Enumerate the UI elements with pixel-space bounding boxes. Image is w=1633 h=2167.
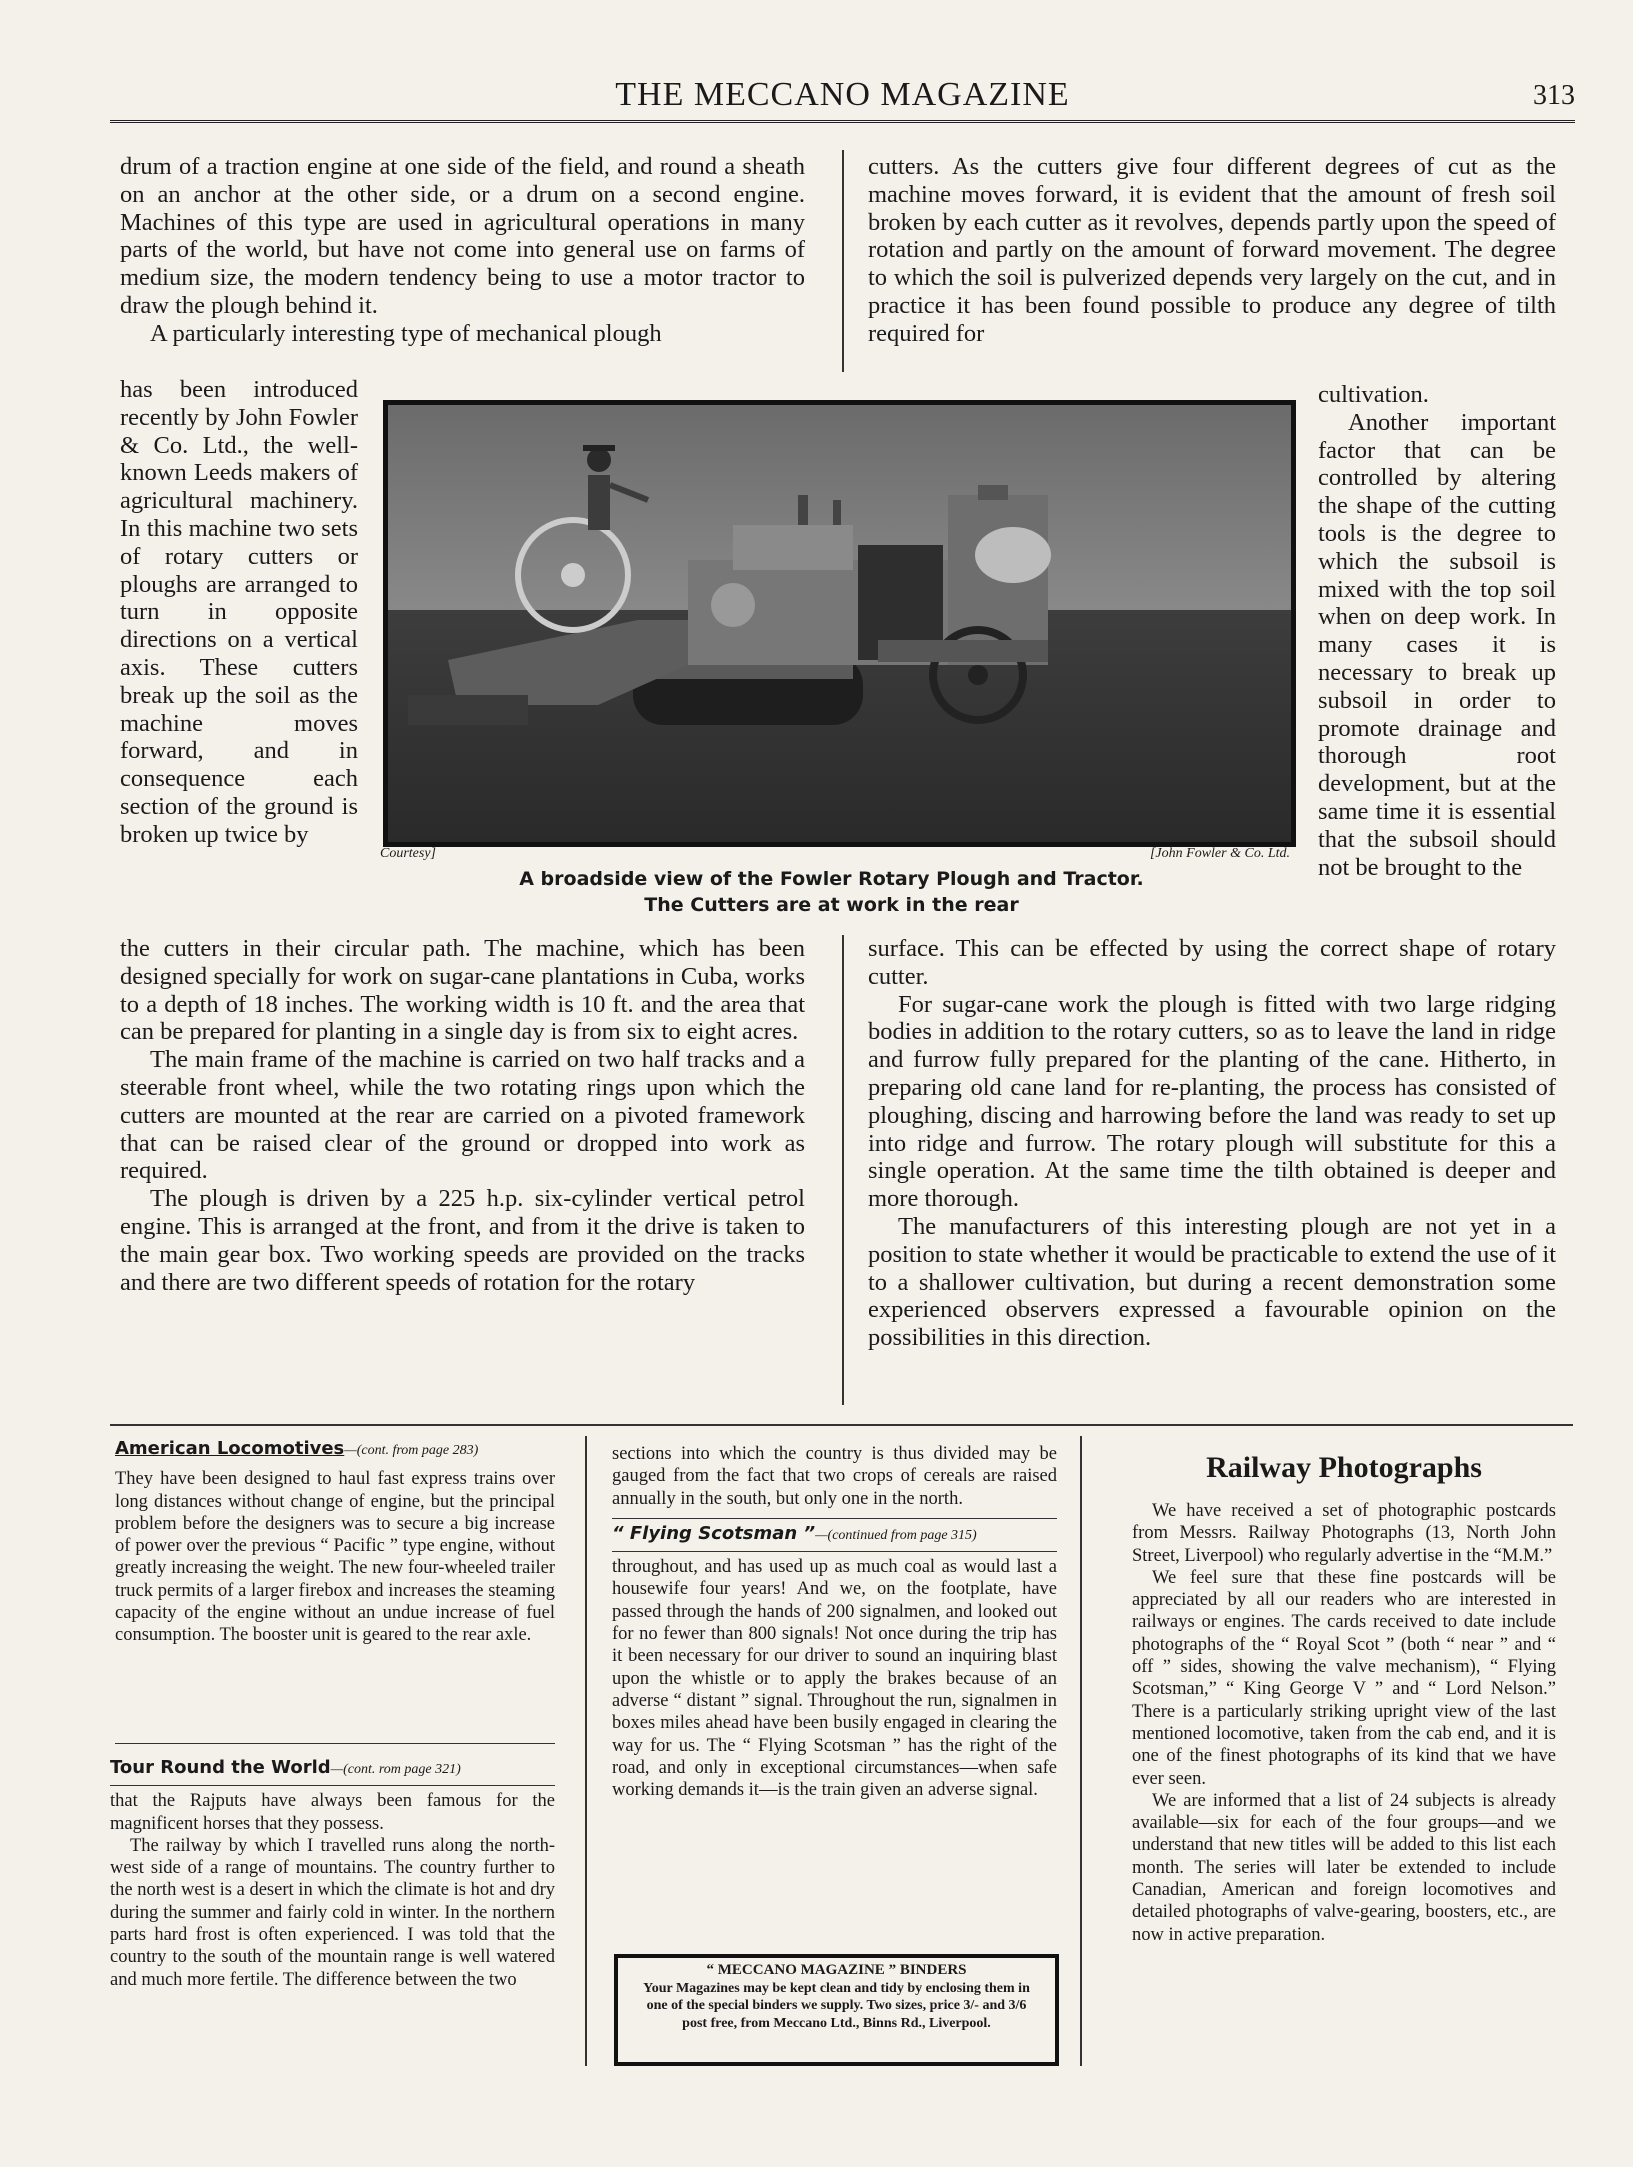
article-left-bottom (120, 935, 805, 1296)
paragraph: has been introduced recently by John Fowler & Co. Ltd., the well-known Leeds makers of agricultural machinery. In this machine two sets of rotary cutters or ploughs are arranged to turn in opposite directions on a vertical axis. These cutters break up the soil as the machine moves forward, and in consequence each section of the ground is broken up twice by (120, 376, 358, 848)
paragraph: The main frame of the machine is carried on two half tracks and a steerable front wheel, while the two rotating rings upon which the cutters are mounted at the rear are carried on a pivoted framework that can be raised clear of the ground or dropped into work as required. (120, 1046, 805, 1185)
notice-text: Your Magazines may be kept clean and tidy by enclosing them in one of the special binders we supply. Two sizes, price 3/- and 3/6 post free, from Meccano Ltd., Binns Rd., Liverpool. (643, 1980, 1030, 2031)
binders-notice (614, 1954, 1059, 2066)
article-left-wrap (120, 376, 358, 849)
caption-line: A broadside view of the Fowler Rotary Plough and Tractor. (519, 868, 1144, 890)
section-heading (115, 1438, 555, 1462)
paragraph: They have been designed to haul fast express trains over long distances without change of engine, but the principal problem before the designers was to secure a big increase of power over the previous “ Pacific ” type engine, without greatly increasing the weight. The new four-wheeled trailer truck permits of a larger firebox and increases the steaming capacity of the engine without an undue increase of fuel consumption. The booster unit is geared to the rear axle. (115, 1469, 555, 1646)
column-divider-top (842, 150, 844, 372)
section-rule (110, 1785, 555, 1786)
article-left-top (120, 153, 805, 348)
paragraph: surface. This can be effected by using the correct shape of rotary cutter. (868, 935, 1556, 990)
photo-caption (380, 866, 1283, 918)
section-title: Railway Photographs (1206, 1451, 1482, 1484)
magazine-title: THE MECCANO MAGAZINE (615, 76, 1070, 113)
bottom-column-divider (1080, 1436, 1082, 2066)
section-title: Tour Round the World (110, 1757, 331, 1778)
tractor-illustration (388, 405, 1291, 842)
paragraph: cutters. As the cutters give four different degrees of cut as the machine moves forward, it is evident that the amount of fresh soil broken by each cutter as it revolves, depends partly upon the speed of rotation and partly on the amount of forward movement. The degree to which the soil is pulverized depends very largely on the cut, and in practice it has been found possible to produce any degree of tilth required for (868, 153, 1556, 347)
continuation-note: —(cont. rom page 321) (330, 1762, 461, 1777)
section-divider (110, 1424, 1573, 1426)
middle-column (612, 1443, 1057, 1801)
tour-section (110, 1757, 555, 1991)
paragraph: A particularly interesting type of mechanical plough (150, 319, 662, 347)
article-right-top (868, 153, 1556, 348)
photo-credit-right: [John Fowler & Co. Ltd. (1149, 846, 1290, 861)
paragraph: We have received a set of photographic postcards from Messrs. Railway Photographs (13, North John Street, Liverpool) who regularly advertise in the “M.M.” (1132, 1501, 1556, 1566)
american-locomotives-section (115, 1438, 555, 1647)
paragraph: For sugar-cane work the plough is fitted with two large ridging bodies in addition to the rotary cutters, so as to leave the land in ridge and furrow fully prepared for the planting of the cane. Hitherto, in preparing old cane land for re-planting, the process has consisted of ploughing, discing and harrowing before the land was ready to set up into ridge and furrow. The rotary plough will substitute for this a single operation. At the same time the tilth obtained is deeper and more thorough. (868, 990, 1556, 1213)
bottom-column-divider (585, 1436, 587, 2066)
paragraph: The plough is driven by a 225 h.p. six-cylinder vertical petrol engine. This is arranged at the front, and from it the drive is taken to the main gear box. Two working speeds are provided on the tracks and there are two different speeds of rotation for the rotary (120, 1185, 805, 1296)
notice-title: “ MECCANO MAGAZINE ” BINDERS (706, 1962, 967, 1978)
page-header (110, 70, 1575, 123)
paragraph: that the Rajputs have always been famous for the magnificent horses that they possess. (110, 1791, 555, 1834)
section-heading (612, 1518, 1057, 1552)
tractor-photo (383, 400, 1296, 847)
page-number: 313 (1533, 80, 1575, 111)
paragraph: throughout, and has used up as much coal as would last a housewife four years! And we, on the footplate, have passed through the hands of 200 signalmen, and looked out for no fewer than 800 signals! Not once during the trip has it been necessary for our driver to sound an inquiring blast upon the whistle or to apply the brakes because of an adverse “ distant ” signal. Throughout the run, signalmen in boxes miles ahead have been busily engaged in clearing the way for us. The “ Flying Scotsman ” has the right of the road, and only in exceptional circumstances—when safe working demands it—is the train given an adverse signal. (612, 1557, 1057, 1801)
railway-photographs-section (1132, 1450, 1556, 1946)
paragraph: drum of a traction engine at one side of the field, and round a sheath on an anchor at the other side, or a drum on a second engine. Machines of this type are used in agricultural operations in many parts of the world, but have not come into general use on farms of medium size, the modern tendency being to use a motor tractor to draw the plough behind it. (120, 153, 805, 319)
continuation-note: —(cont. from page 283) (344, 1443, 479, 1458)
paragraph: sections into which the country is thus divided may be gauged from the fact that two crops of cereals are raised annually in the south, but only one in the north. (612, 1444, 1057, 1509)
column-divider-bottom (842, 935, 844, 1405)
paragraph: We feel sure that these fine postcards will be appreciated by all our readers who are interested in railways or engines. The cards received to date include photographs of the “ Royal Scot ” (both “ near ” and “ off ” sides, showing the valve mechanism), “ Flying Scotsman,” “ King George V ” and “ Lord Nelson.” There is a particularly striking upright view of the last mentioned locomotive, taken from the cab end, and it is one of the finest photographs of its kind that we have ever seen. (1132, 1567, 1556, 1789)
photo-credit-left: Courtesy] (380, 846, 436, 861)
caption-line: The Cutters are at work in the rear (644, 894, 1019, 916)
article-right-wrap (1318, 381, 1556, 881)
section-title: “ Flying Scotsman ” (612, 1522, 816, 1544)
continuation-note: —(continued from page 315) (815, 1527, 977, 1543)
article-right-bottom (868, 935, 1556, 1352)
paragraph: The manufacturers of this interesting plough are not yet in a position to state whether it would be practicable to extend the use of it to a shallower cultivation, but during a recent demonstration some experienced observers expressed a favourable opinion on the possibilities in this direction. (868, 1212, 1556, 1352)
section-heading (110, 1757, 555, 1781)
paragraph: cultivation. (1318, 381, 1429, 408)
paragraph: the cutters in their circular path. The machine, which has been designed specially for work on sugar-cane plantations in Cuba, works to a depth of 18 inches. The working width is 10 ft. and the area that can be prepared for planting in a single day is from six to eight acres. (120, 935, 805, 1046)
paragraph: The railway by which I travelled runs along the north-west side of a range of mountains. The country further to the north west is a desert in which the climate is hot and dry during the summer and fairly cold in winter. In the northern parts hard frost is often experienced. I was told that the country to the south of the mountain range is well watered and much more fertile. The difference between the two (110, 1835, 555, 1990)
section-title: American Locomotives (115, 1438, 345, 1459)
paragraph: We are informed that a list of 24 subjects is already available—six for each of the four groups—and we understand that new titles will be added to this list each month. The series will later be extended to include Canadian, American and foreign locomotives and detailed photographs of valve-gearing, boosters, etc., are now in active preparation. (1132, 1790, 1556, 1945)
section-rule (115, 1743, 555, 1744)
paragraph: Another important factor that can be controlled by altering the shape of the cutting tools is the degree to which the subsoil is mixed with the top soil when on deep work. In many cases it is necessary to break up subsoil in order to promote drainage and thorough root development, but at the same time it is essential that the subsoil should not be brought to the (1318, 408, 1556, 881)
